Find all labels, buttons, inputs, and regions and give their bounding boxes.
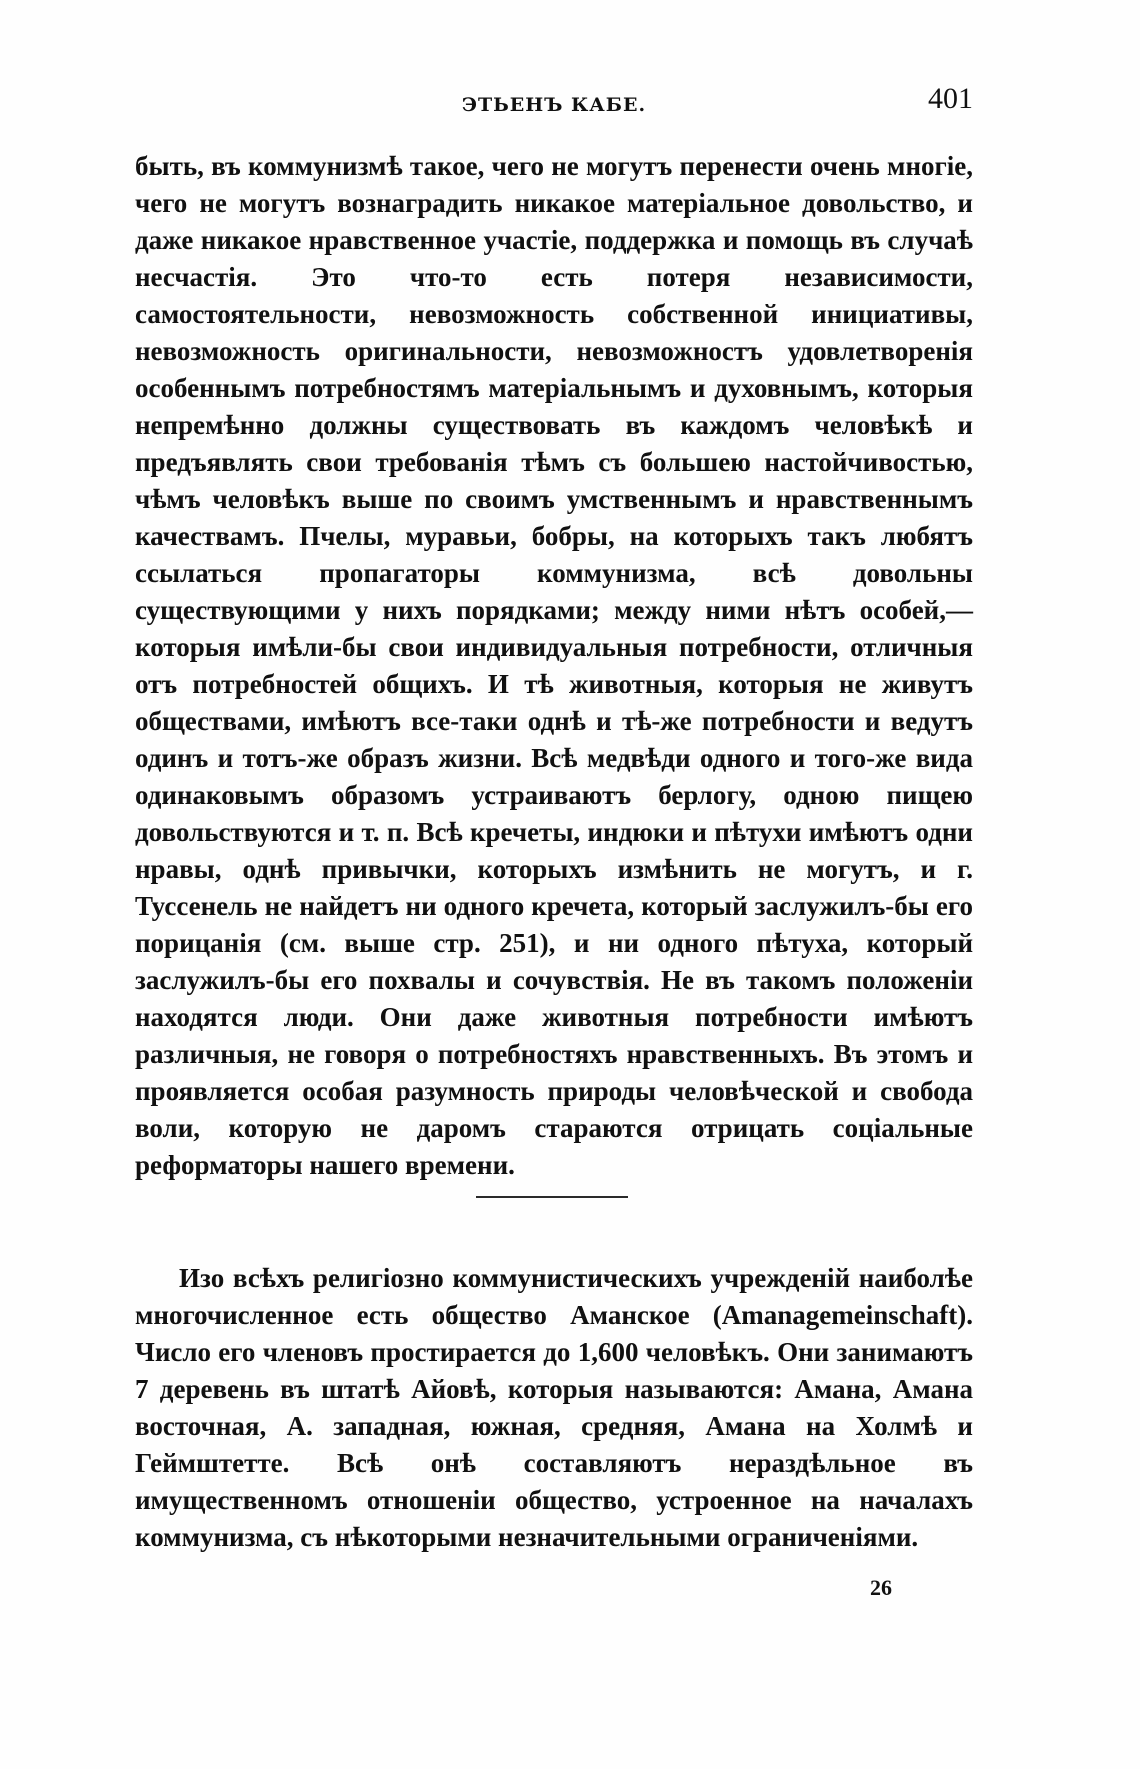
running-head — [135, 82, 973, 122]
paragraph-amana-society: Изо всѣхъ религіозно коммунистическихъ учрежденій наиболѣе многочисленное есть общество Аманское (Amanagemeinschaft). Число его членовъ простирается до 1,600 человѣкъ. Они занимаютъ 7 деревень въ штатѣ Айовѣ, которыя называются: Амана, Амана восточная, А. западная, южная, средняя, Амана на Холмѣ и Геймштетте. Всѣ онѣ составляютъ нераздѣльное въ имущественномъ отношеніи общество, устроенное на началахъ коммунизма, съ нѣкоторыми незначительными ограниченіями. — [135, 1263, 973, 1552]
signature-mark: 26 — [870, 1575, 892, 1600]
paragraph-communism-individuality: быть, въ коммунизмѣ такое, чего не могутъ перенести очень многіе, чего не могутъ вознаградить никакое матеріальное довольство, и даже никакое нравственное участіе, поддержка и помощь въ случаѣ несчастія. Это что-то есть потеря независимости, самостоятельности, невозможность собственной инициативы, невозможность оригинальности, невозможностъ удовлетворенія особеннымъ потребностямъ матеріальнымъ и духовнымъ, которыя непремѣнно должны существовать въ каждомъ человѣкѣ и предъявлять свои требованія тѣмъ съ большею настойчивостью, чѣмъ человѣкъ выше по своимъ умственнымъ и нравственнымъ качествамъ. Пчелы, муравьи, бобры, на которыхъ такъ любятъ ссылаться пропагаторы коммунизма, всѣ довольны существующими у нихъ порядками; между ними нѣтъ особей,—которыя имѣли-бы свои индивидуальныя потребности, отличныя отъ потребностей общихъ. И тѣ животныя, которыя не живутъ обществами, имѣютъ все-таки однѣ и тѣ-же потребности и ведутъ одинъ и тотъ-же образъ жизни. Всѣ медвѣди одного и того-же вида одинаковымъ образомъ устраиваютъ берлогу, одною пищею довольствуются и т. п. Всѣ кречеты, индюки и пѣтухи имѣютъ одни нравы, однѣ привычки, которыхъ измѣнить не могутъ, и г. Туссенель не найдетъ ни одного кречета, который заслужилъ-бы его порицанія (см. выше стр. 251), и ни одного пѣтуха, который заслужилъ-бы его похвалы и сочувствія. Не въ такомъ положеніи находятся люди. Они даже животныя потребности имѣютъ различныя, не говоря о потребностяхъ нравственныхъ. Въ этомъ и проявляется особая разумность природы человѣческой и свобода воли, которую не даромъ стараются отрицать соціальные реформаторы нашего времени. — [135, 151, 973, 1180]
running-title: ЭТЬЕНЪ КАБЕ. — [461, 94, 647, 116]
section-separator-rule — [476, 1196, 628, 1198]
page-number: 401 — [928, 82, 973, 115]
